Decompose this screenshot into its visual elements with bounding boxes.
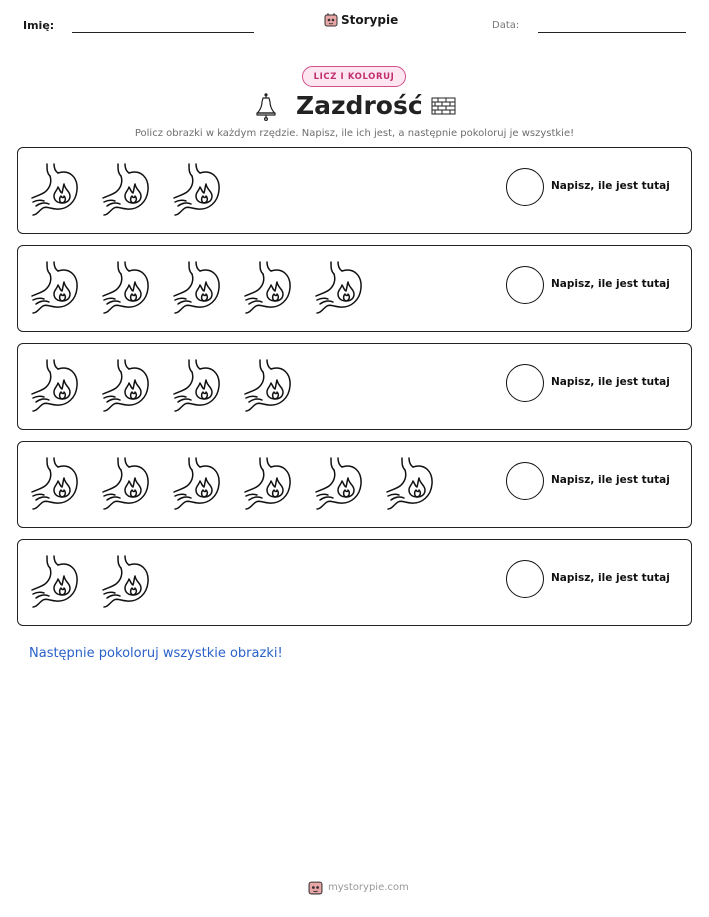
date-label: Data: (492, 20, 520, 31)
stomach-with-flame-icon[interactable] (101, 162, 151, 218)
answer-circle[interactable] (506, 462, 544, 500)
answer-label: Napisz, ile jest tutaj (551, 278, 670, 290)
stomach-with-flame-icon[interactable] (314, 456, 364, 512)
footer-site: mystorypie.com (328, 882, 409, 893)
name-write-line[interactable] (72, 32, 254, 33)
counting-row (17, 343, 692, 430)
bell-icon (255, 93, 277, 121)
stomach-with-flame-icon[interactable] (243, 260, 293, 316)
counting-row (17, 245, 692, 332)
brand (324, 13, 398, 27)
stomach-with-flame-icon[interactable] (385, 456, 435, 512)
page-title: Zazdrość (296, 91, 423, 120)
stomach-with-flame-icon[interactable] (101, 456, 151, 512)
stomach-with-flame-icon[interactable] (30, 162, 80, 218)
stomach-with-flame-icon[interactable] (101, 260, 151, 316)
answer-circle[interactable] (506, 168, 544, 206)
stomach-with-flame-icon[interactable] (30, 358, 80, 414)
footer (308, 880, 409, 895)
brand-name: Storypie (341, 13, 399, 27)
answer-label: Napisz, ile jest tutaj (551, 474, 670, 486)
stomach-with-flame-icon[interactable] (172, 260, 222, 316)
counting-rows (17, 147, 692, 637)
activity-badge: LICZ I KOLORUJ (302, 66, 406, 87)
stomach-with-flame-icon[interactable] (30, 260, 80, 316)
bricks-icon (431, 97, 456, 115)
stomach-with-flame-icon[interactable] (172, 358, 222, 414)
worksheet-header (0, 0, 709, 50)
stomach-with-flame-icon[interactable] (314, 260, 364, 316)
stomach-with-flame-icon[interactable] (172, 162, 222, 218)
stomach-with-flame-icon[interactable] (30, 554, 80, 610)
coloring-note: Następnie pokoloruj wszystkie obrazki! (29, 646, 283, 661)
answer-circle[interactable] (506, 266, 544, 304)
counting-row (17, 441, 692, 528)
stomach-with-flame-icon[interactable] (172, 456, 222, 512)
answer-label: Napisz, ile jest tutaj (551, 376, 670, 388)
title-row (0, 92, 709, 126)
stomach-with-flame-icon[interactable] (243, 456, 293, 512)
storypie-logo-icon (308, 880, 323, 895)
date-write-line[interactable] (538, 32, 686, 33)
storypie-logo-icon (324, 13, 338, 27)
answer-circle[interactable] (506, 364, 544, 402)
instructions: Policz obrazki w każdym rzędzie. Napisz, ile ich jest, a następnie pokoloruj je wszystkie! (134, 128, 575, 139)
counting-row (17, 539, 692, 626)
answer-circle[interactable] (506, 560, 544, 598)
answer-label: Napisz, ile jest tutaj (551, 572, 670, 584)
stomach-with-flame-icon[interactable] (101, 554, 151, 610)
name-label: Imię: (23, 19, 55, 32)
answer-label: Napisz, ile jest tutaj (551, 180, 670, 192)
stomach-with-flame-icon[interactable] (101, 358, 151, 414)
stomach-with-flame-icon[interactable] (243, 358, 293, 414)
counting-row (17, 147, 692, 234)
stomach-with-flame-icon[interactable] (30, 456, 80, 512)
